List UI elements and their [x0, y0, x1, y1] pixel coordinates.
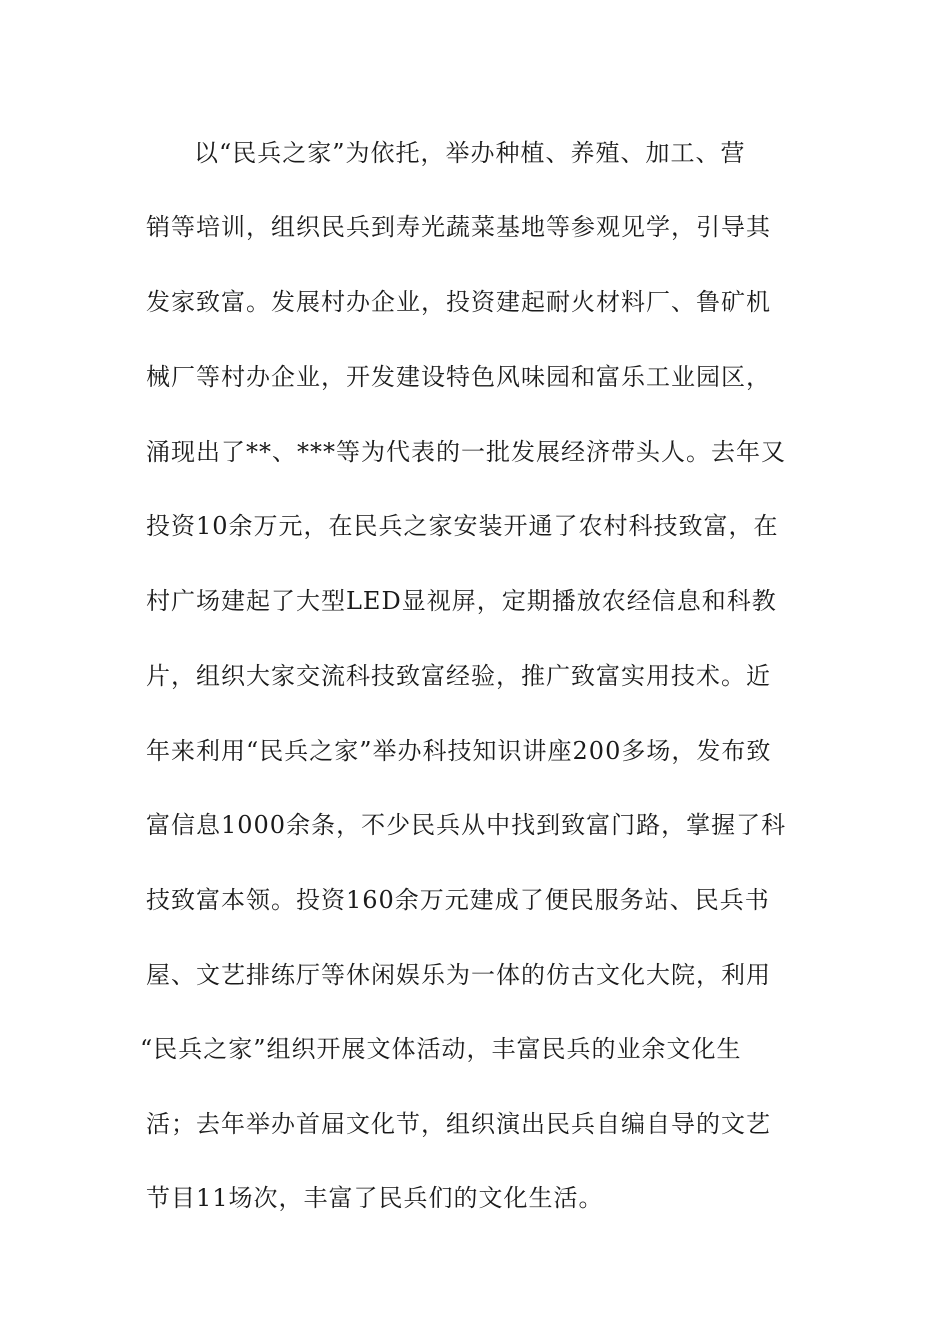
text-line-5: 涌现出了**、***等为代表的一批发展经济带头人。去年又 [146, 438, 786, 466]
text-line-15: 节目11场次，丰富了民兵们的文化生活。 [146, 1184, 604, 1212]
text-line-9: 年来利用“民兵之家”举办科技知识讲座200多场，发布致 [146, 737, 772, 765]
text-line-13: “民兵之家”组织开展文体活动，丰富民兵的业余文化生 [140, 1035, 742, 1063]
text-line-12: 屋、文艺排练厅等休闲娱乐为一体的仿古文化大院，利用 [146, 961, 771, 989]
text-line-1: 以“民兵之家”为依托，举办种植、养殖、加工、营 [194, 139, 746, 167]
text-line-7: 村广场建起了大型LED显视屏，定期播放农经信息和科教 [146, 587, 777, 615]
text-line-6: 投资10余万元，在民兵之家安装开通了农村科技致富，在 [146, 512, 779, 540]
text-line-8: 片，组织大家交流科技致富经验，推广致富实用技术。近 [146, 662, 771, 690]
text-line-4: 械厂等村办企业，开发建设特色风味园和富乐工业园区， [146, 363, 771, 391]
text-line-3: 发家致富。发展村办企业，投资建起耐火材料厂、鲁矿机 [146, 288, 771, 316]
text-line-2: 销等培训，组织民兵到寿光蔬菜基地等参观见学，引导其 [146, 213, 771, 241]
text-line-11: 技致富本领。投资160余万元建成了便民服务站、民兵书 [146, 886, 770, 914]
text-line-14: 活；去年举办首届文化节，组织演出民兵自编自导的文艺 [146, 1110, 771, 1138]
text-line-10: 富信息1000余条，不少民兵从中找到致富门路，掌握了科 [146, 811, 787, 839]
